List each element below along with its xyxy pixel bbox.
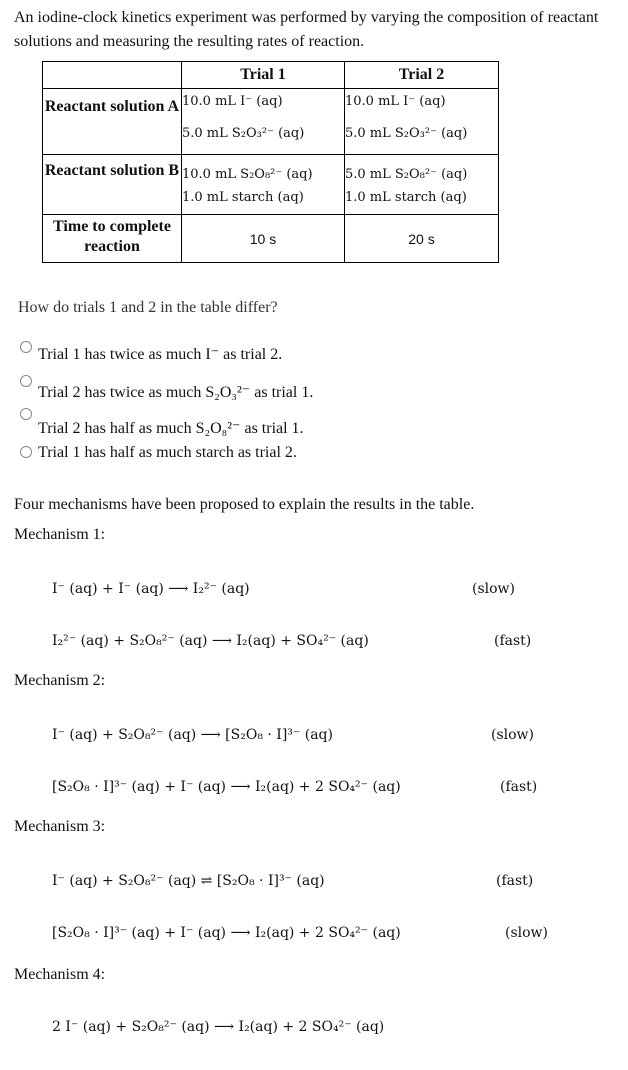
mechanism-1-label: Mechanism 1: (14, 526, 106, 543)
option-3-radio[interactable] (20, 408, 32, 420)
trial-1-time: 10 s (182, 215, 345, 263)
trial-2-solution-a (345, 89, 499, 155)
mechanism-4-label: Mechanism 4: (14, 966, 106, 983)
trial-1-a-line-2: 5.0 mL S₂O₃²⁻ (aq) (182, 126, 305, 141)
trial-1-solution-b (182, 155, 345, 215)
mechanism-2-step-1-rate: (slow) (491, 727, 534, 743)
option-3-label[interactable]: Trial 2 has half as much S₂O₈²⁻ as trial 1. (38, 420, 304, 437)
intro-text: An iodine-clock kinetics experiment was performed by varying the composition of reactant solutions and measuring the resulting rates of reaction. (14, 9, 599, 50)
table-header-trial-2: Trial 2 (345, 62, 499, 89)
trial-2-solution-b (345, 155, 499, 215)
mechanism-1-step-2: I₂²⁻ (aq) + S₂O₈²⁻ (aq) ⟶ I₂(aq) + SO₄²⁻ (aq) (52, 633, 369, 649)
trial-1-a-line-1: 10.0 mL I⁻ (aq) (182, 94, 283, 109)
trial-2-a-line-2: 5.0 mL S₂O₃²⁻ (aq) (345, 126, 468, 141)
row-label-time: Time to complete reaction (43, 215, 182, 263)
trial-2-b-line-2: 1.0 mL starch (aq) (345, 190, 467, 205)
mechanism-3-label: Mechanism 3: (14, 818, 106, 835)
table-header-trial-1: Trial 1 (182, 62, 345, 89)
trial-2-b-line-1: 5.0 mL S₂O₈²⁻ (aq) (345, 167, 468, 182)
option-4-radio[interactable] (20, 446, 32, 458)
mechanism-3-step-2: [S₂O₈ · I]³⁻ (aq) + I⁻ (aq) ⟶ I₂(aq) + 2 SO₄²⁻ (aq) (52, 925, 401, 941)
mechanisms-intro: Four mechanisms have been proposed to explain the results in the table. (14, 496, 475, 513)
trial-2-time: 20 s (345, 215, 499, 263)
trial-table (42, 61, 499, 263)
mechanism-4-step-1: 2 I⁻ (aq) + S₂O₈²⁻ (aq) ⟶ I₂(aq) + 2 SO₄²⁻ (aq) (52, 1019, 385, 1035)
mechanism-2-step-1: I⁻ (aq) + S₂O₈²⁻ (aq) ⟶ [S₂O₈ · I]³⁻ (aq) (52, 727, 333, 743)
mechanism-3-step-1: I⁻ (aq) + S₂O₈²⁻ (aq) ⇌ [S₂O₈ · I]³⁻ (aq) (52, 873, 325, 889)
option-1-radio[interactable] (20, 341, 32, 353)
mechanism-3-step-2-rate: (slow) (505, 925, 548, 941)
mechanism-2-step-2: [S₂O₈ · I]³⁻ (aq) + I⁻ (aq) ⟶ I₂(aq) + 2 SO₄²⁻ (aq) (52, 779, 401, 795)
question-text: How do trials 1 and 2 in the table differ? (18, 299, 278, 316)
row-label-solution-b: Reactant solution B (43, 155, 182, 215)
trial-1-solution-a (182, 89, 345, 155)
mechanism-1-step-2-rate: (fast) (494, 633, 532, 649)
table-header-empty (43, 62, 182, 89)
mechanism-3-step-1-rate: (fast) (496, 873, 534, 889)
mechanism-1-step-1: I⁻ (aq) + I⁻ (aq) ⟶ I₂²⁻ (aq) (52, 581, 250, 597)
mechanism-2-label: Mechanism 2: (14, 672, 106, 689)
trial-1-b-line-2: 1.0 mL starch (aq) (182, 190, 304, 205)
option-2-label[interactable]: Trial 2 has twice as much S₂O₃²⁻ as trial 1. (38, 384, 314, 401)
mechanism-2-step-2-rate: (fast) (500, 779, 538, 795)
row-label-solution-a: Reactant solution A (43, 89, 182, 155)
trial-2-a-line-1: 10.0 mL I⁻ (aq) (345, 94, 446, 109)
mechanism-1-step-1-rate: (slow) (472, 581, 515, 597)
option-4-label[interactable]: Trial 1 has half as much starch as trial 2. (38, 444, 297, 461)
option-2-radio[interactable] (20, 375, 32, 387)
option-1-label[interactable]: Trial 1 has twice as much I⁻ as trial 2. (38, 346, 283, 363)
trial-1-b-line-1: 10.0 mL S₂O₈²⁻ (aq) (182, 167, 313, 182)
